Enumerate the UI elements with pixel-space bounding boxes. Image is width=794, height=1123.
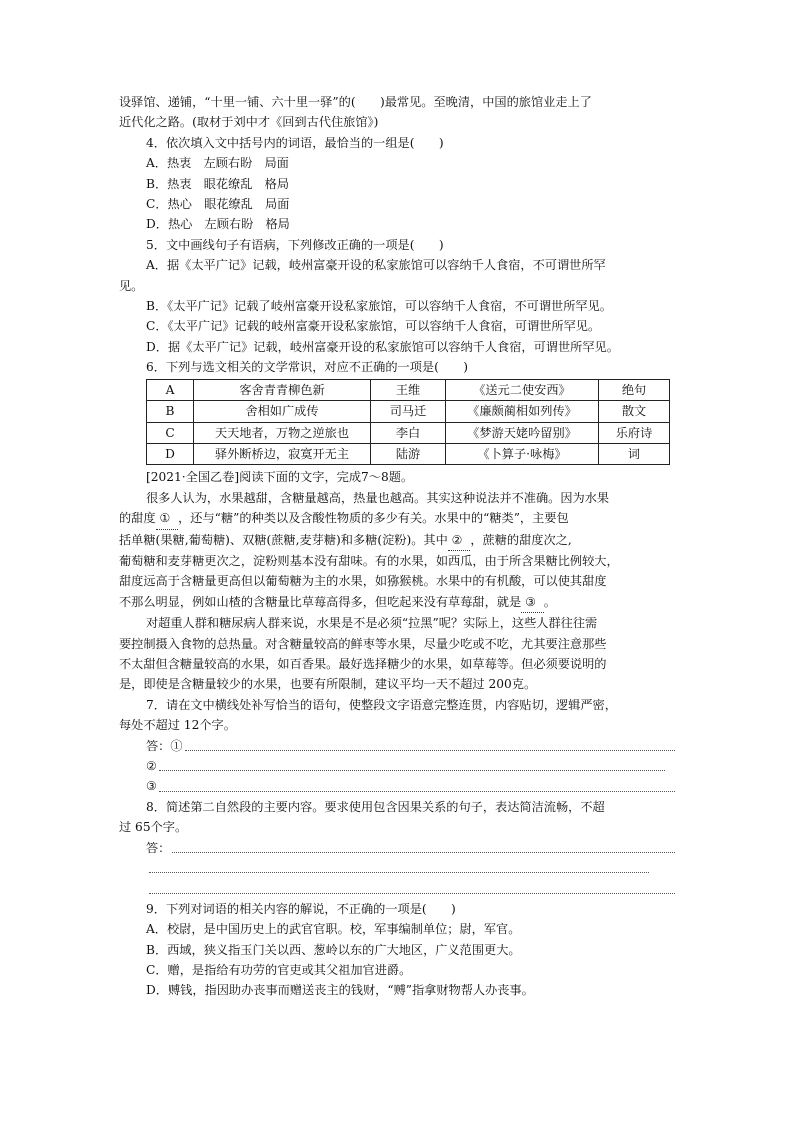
table-cell: 绝句 <box>599 379 670 400</box>
q5-stem: 5．文中画线句子有语病，下列修改正确的一项是( ) <box>146 237 444 252</box>
q7-answer-3[interactable]: ③ <box>119 776 675 796</box>
q8-answer-cont[interactable] <box>119 858 675 878</box>
passage-p2-line: 不太甜但含糖量较高的水果，如百香果。最好选择糖少的水果，如草莓等。但必须要说明的 <box>119 656 607 671</box>
table-cell: 《梦游天姥吟留别》 <box>446 422 599 443</box>
answer-blank[interactable] <box>149 872 649 873</box>
q7-stem-cont: 每处不超过 12个字。 <box>119 718 236 733</box>
passage-p2-line: 是，即使是含糖量较少的水果，也要有所限制，建议平均一天不超过 200克。 <box>119 677 537 692</box>
table-cell: 《卜算子·咏梅》 <box>446 443 599 464</box>
table-cell: B <box>147 401 194 422</box>
q5-option-a-cont: 见。 <box>119 278 144 293</box>
blank-1: ① <box>156 508 179 529</box>
passage-p1-line: 括单糖(果糖,葡萄糖)、双糖(蔗糖,麦芽糖)和多糖(淀粉)。其中 ② ，蔗糖的甜度次之, <box>119 530 675 551</box>
table-cell: D <box>147 443 194 464</box>
passage-p1-line: 的甜度 ① ，还与“糖”的种类以及含酸性物质的多少有关。水果中的“糖类”，主要包 <box>119 508 675 529</box>
table-row <box>147 443 670 464</box>
table-cell: 《廉颇蔺相如列传》 <box>446 401 599 422</box>
table-cell: 散文 <box>599 401 670 422</box>
q8-stem-cont: 过 65个字。 <box>119 820 188 835</box>
passage-p1-line: 很多人认为，水果越甜，含糖量越高，热量也越高。其实这种说法并不准确。因为水果 <box>146 490 610 505</box>
q5-option-b: B．《太平广记》记载了岐州富豪开设私家旅馆，可以容纳千人食宿，不可谓世所罕见。 <box>146 299 612 314</box>
q9-option-c: C．赠，是指给有功劳的官吏或其父祖加官进爵。 <box>146 962 412 977</box>
answer-blank[interactable] <box>185 750 675 751</box>
q9-option-b: B．西域，狭义指玉门关以西、葱岭以东的广大地区，广义范围更大。 <box>146 942 521 957</box>
passage-p2-line: 对超重人群和糖尿病人群来说，水果是不是必须“拉黑”呢？实际上，这些人群往往需 <box>146 616 598 631</box>
table-cell: 司马迁 <box>371 401 446 422</box>
answer-blank[interactable] <box>159 791 675 792</box>
passage-p1-line: 不那么明显，例如山楂的含糖量比草莓高得多，但吃起来没有草莓甜，就是 ③ 。 <box>119 592 675 613</box>
table-cell: 客舍青青柳色新 <box>194 379 371 400</box>
table-cell: A <box>147 379 194 400</box>
passage-p1-line: 葡萄糖和麦芽糖更次之，淀粉则基本没有甜味。有的水果，如西瓜，由于所含果糖比例较大， <box>119 553 619 568</box>
q7-answer-1[interactable]: 答：① <box>119 736 675 756</box>
table-cell: 陆游 <box>371 443 446 464</box>
intro-line-2: 近代化之路。(取材于刘中才《回到古代住旅馆》) <box>119 115 379 130</box>
blank-3: ③ <box>521 592 544 613</box>
table-cell: 舍相如广成传 <box>194 401 371 422</box>
q5-option-a: A．据《太平广记》记载，岐州富豪开设的私家旅馆可以容纳千人食宿，不可谓世所罕 <box>146 258 606 273</box>
q7-answer-2[interactable]: ② <box>119 756 675 776</box>
table-cell: 《送元二使安西》 <box>446 379 599 400</box>
table-row <box>147 401 670 422</box>
q5-option-d: D．据《太平广记》记载，岐州富豪开设的私家旅馆可以容纳千人食宿，可谓世所罕见。 <box>146 339 619 354</box>
table-row <box>147 422 670 443</box>
answer-blank[interactable] <box>172 852 675 853</box>
table-cell: 天天地者，万物之逆旅也 <box>194 422 371 443</box>
table-cell: 乐府诗 <box>599 422 670 443</box>
q9-stem: 9．下列对词语的相关内容的解说，不正确的一项是( ) <box>146 901 456 916</box>
q5-option-c: C．《太平广记》记载的岐州富豪开设私家旅馆，可以容纳千人食宿，可谓世所罕见。 <box>146 319 601 334</box>
passage-header: [2021·全国乙卷]阅读下面的文字，完成7～8题。 <box>146 470 414 485</box>
table-row <box>147 379 670 400</box>
q6-stem: 6．下列与选文相关的文学常识，对应不正确的一项是( ) <box>146 360 468 375</box>
q4-option-c: C．热心 眼花缭乱 局面 <box>146 197 290 212</box>
answer-blank[interactable] <box>149 893 675 894</box>
passage-p1-line: 甜度远高于含糖量更高但以葡萄糖为主的水果，如猕猴桃。水果中的有机酸，可以使其甜度 <box>119 574 607 589</box>
q4-option-b: B．热衷 眼花缭乱 格局 <box>146 176 290 191</box>
passage-p2-line: 要控制摄入食物的总热量。对含糖量较高的鲜枣等水果，尽量少吃或不吃，尤其要注意那些 <box>119 636 607 651</box>
q7-stem: 7．请在文中横线处补写恰当的语句，使整段文字语意完整连贯，内容贴切，逻辑严密， <box>146 697 617 712</box>
blank-2: ② <box>448 530 471 551</box>
table-cell: 王维 <box>371 379 446 400</box>
q8-answer-cont[interactable] <box>119 878 675 898</box>
answer-blank[interactable] <box>159 770 665 771</box>
table-cell: 词 <box>599 443 670 464</box>
table-cell: 驿外断桥边，寂寞开无主 <box>194 443 371 464</box>
intro-line-1: 设驿馆、递铺，“十里一铺、六十里一驿”的( )最常见。至晚清，中国的旅馆业走上了 <box>119 95 592 109</box>
q8-answer[interactable]: 答： <box>119 838 675 858</box>
q4-option-d: D．热心 左顾右盼 格局 <box>146 217 290 232</box>
q9-option-d: D．赙钱，指因助办丧事而赠送丧主的钱财，“赙”指拿财物帮人办丧事。 <box>146 983 534 998</box>
exam-page <box>119 92 675 1001</box>
q4-stem: 4．依次填入文中括号内的词语，最恰当的一组是( ) <box>146 135 444 150</box>
literature-table <box>146 379 670 466</box>
table-cell: 李白 <box>371 422 446 443</box>
q9-option-a: A．校尉，是中国历史上的武官官职。校，军事编制单位；尉，军官。 <box>146 922 521 937</box>
q4-option-a: A．热衷 左顾右盼 局面 <box>146 156 289 171</box>
q8-stem: 8．简述第二自然段的主要内容。要求使用包含因果关系的句子，表达简洁流畅，不超 <box>146 799 605 814</box>
table-cell: C <box>147 422 194 443</box>
